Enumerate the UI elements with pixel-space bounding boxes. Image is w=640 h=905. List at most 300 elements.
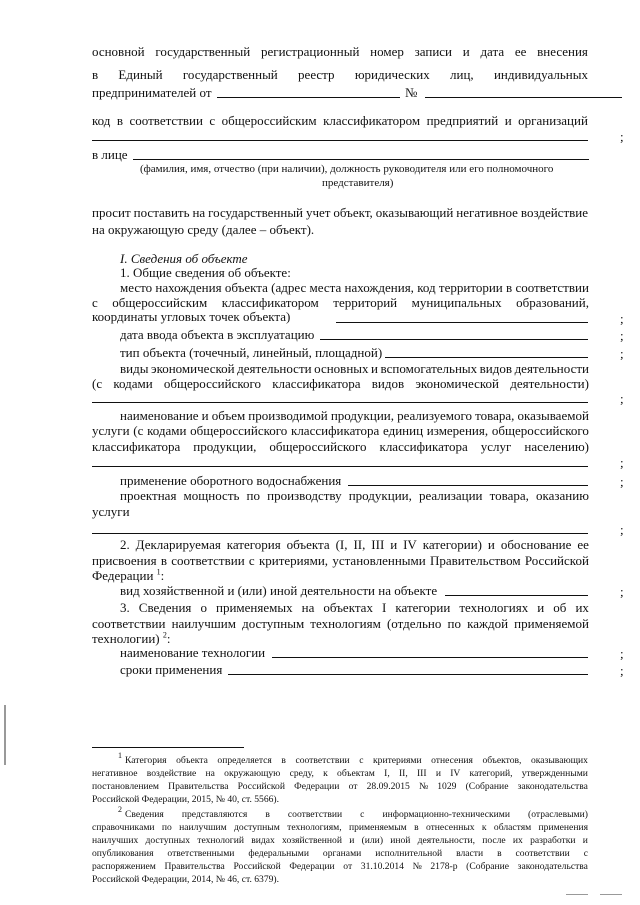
word: реализации — [418, 488, 483, 503]
word: Правительства — [164, 861, 225, 872]
category-line3: Федерации $^1$: — [92, 567, 165, 583]
word: после — [482, 835, 506, 846]
semicolon: ; — [620, 522, 624, 537]
word: место — [120, 280, 153, 295]
word: основных — [314, 361, 369, 376]
word: хозяйственной — [282, 835, 342, 846]
general-info-heading: 1. Общие сведения об объекте: — [120, 265, 291, 280]
semicolon: ; — [620, 474, 624, 489]
word: областям — [493, 822, 532, 833]
footnote-2-first-line — [118, 805, 588, 820]
footnote-1-line2 — [92, 769, 588, 779]
word: код — [92, 113, 111, 128]
word: каждой — [467, 616, 509, 631]
word: и — [537, 600, 545, 615]
word: соответствии — [515, 280, 589, 295]
p4-line1 — [92, 206, 588, 219]
word: соответствии — [92, 616, 166, 631]
registration-number-field[interactable] — [425, 97, 622, 98]
word: власти — [456, 848, 484, 859]
word: Правительства — [168, 781, 229, 792]
word: II, — [353, 537, 366, 552]
word: видов — [371, 376, 405, 391]
word: объектов, — [482, 755, 522, 766]
location-line2 — [92, 296, 589, 309]
word: № — [412, 861, 422, 872]
category-line2 — [92, 554, 589, 567]
word: оказывающий — [375, 205, 454, 220]
word: общероссийского — [190, 423, 288, 438]
word: классификатора — [272, 376, 361, 391]
word: деятельности — [237, 361, 312, 376]
word: вспомогательных — [380, 361, 478, 376]
word: доступным — [234, 822, 280, 833]
footnote-2-number: 2 — [118, 805, 122, 814]
scan-mark-bottom-2 — [600, 894, 622, 895]
word: органами — [322, 848, 362, 859]
word: 31.10.2014 — [360, 861, 404, 872]
word: в — [414, 822, 419, 833]
word: и — [582, 835, 588, 846]
word: производству — [267, 488, 342, 503]
footnote-2-line5 — [92, 862, 588, 872]
word: записи — [414, 44, 452, 59]
word: с — [92, 295, 98, 310]
footnote-ref-2[interactable]: 2 — [162, 630, 167, 640]
word: III — [371, 537, 385, 552]
word: объекта — [176, 755, 208, 766]
technology-name-label: наименование технологии — [120, 645, 266, 660]
word: продукции, — [348, 488, 412, 503]
word: (с — [133, 423, 144, 438]
word: просит — [92, 205, 131, 220]
word: и — [504, 113, 512, 128]
word: соответствии — [515, 848, 570, 859]
word: опубликования — [92, 848, 154, 859]
footnote-ref-1[interactable]: 1 — [156, 567, 161, 577]
word: объекта — [224, 280, 268, 295]
word: (Собрание — [466, 861, 510, 872]
word: категории — [395, 600, 451, 615]
word: категория — [226, 537, 281, 552]
word: кодами — [113, 376, 153, 391]
word: доступным — [242, 616, 305, 631]
word: их — [512, 835, 523, 846]
p4-line2: на окружающую среду (далее – объект). — [92, 222, 315, 237]
word: (I, — [335, 537, 348, 552]
word: услуги — [92, 423, 130, 438]
p2-line1 — [92, 114, 588, 127]
word: на — [205, 768, 215, 779]
word: объекта — [286, 537, 330, 552]
word: общероссийского — [269, 439, 367, 454]
word: 2178-р — [430, 861, 458, 872]
word: в — [116, 113, 124, 128]
word: номер — [370, 44, 404, 59]
technology-line3-text: технологии) — [92, 631, 160, 646]
category-line1 — [120, 538, 589, 551]
word: в — [160, 553, 167, 568]
word: Российской — [524, 553, 589, 568]
word: производимой — [248, 408, 328, 423]
word: реализуемого — [397, 408, 473, 423]
okved-line2 — [92, 377, 589, 390]
commissioning-date-field[interactable] — [320, 339, 588, 340]
word: об — [553, 600, 567, 615]
word: дата — [480, 44, 505, 59]
word: проектная — [120, 488, 177, 503]
word: товара, — [475, 408, 515, 423]
products-field[interactable] — [92, 466, 588, 467]
word: окружающую — [224, 768, 281, 779]
capacity-line2: услуги — [92, 504, 130, 519]
word: учет — [305, 205, 331, 220]
semicolon: ; — [620, 311, 624, 326]
word: нахождения — [155, 280, 222, 295]
word: классификатором — [323, 113, 421, 128]
word: с — [359, 755, 364, 766]
application-terms-field[interactable] — [228, 674, 588, 675]
object-type-label: тип объекта (точечный, линейный, площадной) — [120, 345, 383, 360]
word: (или) — [361, 835, 384, 846]
object-type-field[interactable] — [385, 357, 588, 358]
word: наилучших — [92, 835, 139, 846]
activity-label: вид хозяйственной и (или) иной деятельности на объекте — [120, 583, 438, 598]
word: (Собрание — [465, 781, 509, 792]
word: воздействие — [520, 205, 588, 220]
word: и — [462, 44, 470, 59]
capacity-line1 — [120, 489, 589, 502]
word: услуг — [480, 439, 512, 454]
word: Декларируемая — [135, 537, 221, 552]
technology-name-field[interactable] — [272, 657, 588, 658]
technology-line3: технологии) $^2$: — [92, 630, 171, 646]
word: общероссийским — [112, 295, 208, 310]
word: доступных — [145, 835, 191, 846]
word: мощность — [183, 488, 240, 503]
word: классификатора — [291, 423, 380, 438]
word: деятельности) — [510, 376, 589, 391]
word: оказывающих — [530, 755, 588, 766]
word: классификатора — [92, 439, 181, 454]
word: III — [416, 768, 427, 779]
word: постановлением — [92, 781, 159, 792]
word: места — [309, 280, 342, 295]
word: распоряжением — [92, 861, 156, 872]
products-line3 — [92, 440, 589, 453]
footnote-2-line4 — [92, 849, 588, 859]
word: и — [487, 537, 495, 552]
word: воздействие — [146, 768, 197, 779]
okved-field[interactable] — [92, 402, 588, 403]
word: виды — [120, 361, 149, 376]
word: 2. — [120, 537, 130, 552]
word: применения — [538, 822, 588, 833]
word: экономической — [150, 361, 235, 376]
word: деятельности — [514, 361, 589, 376]
word: федеральными — [248, 848, 309, 859]
word: регистрационный — [260, 44, 360, 59]
word: основной — [92, 44, 145, 59]
word: (отдельно — [386, 616, 442, 631]
word: (адрес — [271, 280, 307, 295]
word: отнесенных — [425, 822, 475, 833]
word: применяемой — [514, 616, 589, 631]
p1-line1 — [92, 45, 588, 58]
word: территорий — [333, 295, 398, 310]
word: видах — [251, 835, 275, 846]
word: среду, — [289, 768, 314, 779]
word: разработки — [530, 835, 576, 846]
word: с — [209, 113, 216, 128]
word: применяемых — [216, 600, 293, 615]
word: измерения, — [426, 423, 489, 438]
word: объектам — [337, 768, 375, 779]
word: ее — [514, 44, 527, 59]
p1-line2 — [92, 68, 588, 81]
word: технологий — [197, 835, 244, 846]
footnote-1-line1 — [125, 756, 588, 766]
word: продукции, — [330, 408, 394, 423]
semicolon: ; — [620, 129, 624, 144]
word: поставить — [133, 205, 190, 220]
word: к — [481, 822, 487, 833]
word: Правительством — [429, 553, 521, 568]
word: в — [281, 755, 286, 766]
word: соответствии — [287, 809, 343, 820]
word: объектах — [323, 600, 373, 615]
word: информационно-техническими — [382, 809, 510, 820]
word: и — [349, 835, 355, 846]
word: и — [371, 361, 379, 376]
word: II, — [398, 768, 408, 779]
section-title: I. Сведения об объекте — [120, 251, 248, 266]
word: товара, — [489, 488, 529, 503]
word: лиц, — [450, 67, 474, 82]
footnote-2-line1 — [125, 810, 588, 820]
word: 3. — [120, 600, 130, 615]
representative-hint-2: представителя) — [322, 177, 394, 189]
word: оказываемой — [517, 408, 589, 423]
word: и — [390, 537, 398, 552]
semicolon: ; — [620, 346, 624, 361]
word: IV — [450, 768, 461, 779]
word: соответствии — [129, 113, 203, 128]
word: государственный — [208, 205, 304, 220]
word: оказанию — [536, 488, 589, 503]
footnote-separator — [92, 747, 244, 748]
word: код — [417, 280, 436, 295]
word: предприятий — [426, 113, 499, 128]
word: в — [92, 67, 99, 82]
word: на — [301, 600, 315, 615]
word: реестр — [298, 67, 335, 82]
word: иной — [390, 835, 411, 846]
word: кодами — [147, 423, 187, 438]
word: категорий, — [469, 768, 513, 779]
products-line1 — [120, 409, 589, 422]
word: и — [201, 408, 209, 423]
location-line1 — [120, 281, 589, 294]
word: технологиям, — [287, 822, 342, 833]
number-sign: № — [405, 85, 418, 100]
category-line3-text: Федерации — [92, 568, 154, 583]
water-supply-label: применение оборотного водоснабжения — [120, 473, 342, 488]
footnote-2-line2 — [92, 823, 588, 833]
word: населению) — [524, 439, 589, 454]
word: справочниками — [92, 822, 155, 833]
word: законодательства — [517, 861, 588, 872]
footnote-1-first-line — [118, 751, 588, 766]
word: Российской — [233, 861, 281, 872]
word: объект, — [333, 205, 373, 220]
word: по — [246, 488, 261, 503]
word: применяемым — [348, 822, 407, 833]
word: в — [497, 848, 502, 859]
technology-line1 — [120, 601, 589, 614]
word: наилучшим — [179, 822, 227, 833]
word: Единый — [118, 67, 163, 82]
word: в — [265, 809, 270, 820]
word: их — [575, 600, 589, 615]
word: и — [435, 768, 441, 779]
location-line3: координаты угловых точек объекта) — [92, 309, 291, 324]
word: категории) — [422, 537, 482, 552]
footnote-2-line6: Российской Федерации, 2014, № 46, ст. 6379). — [92, 874, 280, 885]
word: отнесения — [431, 755, 473, 766]
word: от — [343, 861, 353, 872]
word: Категория — [125, 755, 167, 766]
footnote-1-number: 1 — [118, 751, 122, 760]
word: по — [447, 616, 461, 631]
word: ответственными — [167, 848, 235, 859]
word: № — [418, 781, 429, 792]
technology-line2 — [92, 617, 589, 630]
registration-date-field[interactable] — [217, 97, 400, 98]
word: представляются — [181, 809, 248, 820]
word: нахождения, — [344, 280, 414, 295]
word: утвержденными — [521, 768, 588, 779]
word: исполнительной — [375, 848, 443, 859]
word: государственный — [155, 44, 251, 59]
word: технологиям — [310, 616, 381, 631]
word: присвоения — [92, 553, 157, 568]
word: видов — [479, 361, 513, 376]
word: установленными — [332, 553, 426, 568]
word: наименование — [120, 408, 199, 423]
word: критериями — [373, 755, 422, 766]
word: Сведения — [138, 600, 192, 615]
representative-field[interactable] — [133, 159, 589, 160]
semicolon: ; — [620, 455, 624, 470]
semicolon: ; — [620, 663, 624, 678]
word: законодательства — [517, 781, 588, 792]
word: соответствии — [171, 553, 245, 568]
word: классификатора — [379, 439, 468, 454]
word: на — [192, 205, 206, 220]
semicolon: ; — [620, 584, 624, 599]
p1-line3: предпринимателей от — [92, 85, 212, 100]
word: с — [583, 848, 588, 859]
word: (с — [92, 376, 103, 391]
water-supply-field[interactable] — [348, 485, 588, 486]
scan-mark-bottom-1 — [566, 894, 588, 895]
word: общероссийского — [491, 423, 589, 438]
semicolon: ; — [620, 646, 624, 661]
word: (отраслевыми) — [528, 809, 588, 820]
word: 1029 — [437, 781, 457, 792]
semicolon: ; — [620, 391, 624, 406]
word: наилучшим — [171, 616, 236, 631]
word: муниципальных — [411, 295, 502, 310]
word: классификатором — [221, 295, 319, 310]
word: юридических — [354, 67, 430, 82]
word: негативное — [456, 205, 518, 220]
semicolon: ; — [620, 328, 624, 343]
word: соответствии — [295, 755, 350, 766]
word: I — [382, 600, 387, 615]
word: общероссийского — [163, 376, 262, 391]
word: I, — [384, 768, 390, 779]
location-field[interactable] — [336, 322, 588, 323]
okved-line1 — [120, 362, 589, 375]
commissioning-date-label: дата ввода объекта в эксплуатацию — [120, 327, 315, 342]
word: критериями, — [258, 553, 329, 568]
word: с — [248, 553, 255, 568]
application-terms-label: сроки применения — [120, 662, 223, 677]
word: деятельности, — [417, 835, 475, 846]
word: Федерации — [289, 861, 335, 872]
okpo-field[interactable] — [92, 140, 588, 141]
word: к — [323, 768, 328, 779]
word: определяется — [217, 755, 272, 766]
word: 28.09.2015 — [366, 781, 410, 792]
representative-hint-1: (фамилия, имя, отчество (при наличии), должность руководителя или его полномочного — [140, 163, 554, 175]
capacity-field[interactable] — [92, 533, 588, 534]
word: о — [200, 600, 207, 615]
word: организаций — [518, 113, 588, 128]
word: внесения — [537, 44, 588, 59]
word: индивидуальных — [493, 67, 588, 82]
word: с — [360, 809, 365, 820]
word: Сведения — [125, 809, 164, 820]
word: территории — [438, 280, 503, 295]
footnote-1-line3 — [92, 782, 588, 792]
word: государственный — [182, 67, 278, 82]
word: образований, — [516, 295, 589, 310]
word: продукции, — [193, 439, 257, 454]
word: Федерации — [294, 781, 340, 792]
word: единиц — [383, 423, 424, 438]
word: негативное — [92, 768, 138, 779]
products-line2 — [92, 424, 589, 437]
footnote-2-line3 — [92, 836, 588, 846]
word: ее — [577, 537, 589, 552]
in-person-label: в лице — [92, 147, 128, 162]
word: обоснование — [500, 537, 572, 552]
activity-field[interactable] — [445, 595, 588, 596]
word: в — [506, 280, 513, 295]
footnote-1-line4: Российской Федерации, 2015, № 40, ст. 5566). — [92, 794, 280, 805]
word: объем — [211, 408, 246, 423]
word: экономической — [415, 376, 499, 391]
word: технологиях — [459, 600, 529, 615]
word: от — [348, 781, 358, 792]
scan-mark-left — [4, 705, 6, 765]
word: Российской — [237, 781, 285, 792]
word: IV — [403, 537, 417, 552]
word: общероссийским — [221, 113, 317, 128]
